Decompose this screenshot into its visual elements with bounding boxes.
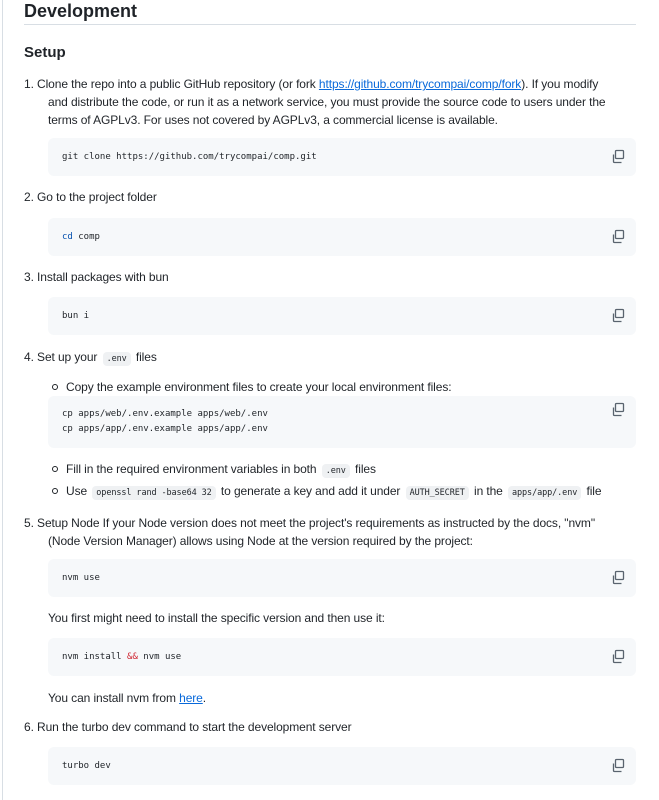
- env-inline-code: .env: [103, 352, 131, 366]
- nvm-use-code-block: [48, 559, 636, 597]
- step-1-text: 1. Clone the repo into a public GitHub repository (or fork https://github.com/trycompai/comp/fork). If you modify: [24, 77, 599, 91]
- env-copy-code-block: [48, 396, 636, 448]
- step-5-note: You first might need to install the specific version and then use it:: [48, 611, 385, 625]
- nvm-install-command: nvm install && nvm use: [62, 652, 182, 662]
- bun-command: bun i: [62, 311, 90, 321]
- step-4-bullet-1: Copy the example environment files to create your local environment files:: [52, 378, 451, 396]
- env-copy-command-1: cp apps/web/.env.example apps/web/.env: [62, 409, 268, 419]
- copy-icon[interactable]: [610, 402, 626, 418]
- clone-code-block: [48, 138, 636, 176]
- clone-command: git clone https://github.com/trycompai/comp.git: [62, 152, 317, 162]
- fork-link[interactable]: https://github.com/trycompai/comp/fork: [318, 77, 522, 91]
- left-border: [2, 0, 3, 800]
- step-1-line-3: terms of AGPLv3. For uses not covered by AGPLv3, a commercial license is available.: [48, 113, 498, 127]
- nvm-use-command: nvm use: [62, 573, 100, 583]
- turbo-code-block: [48, 747, 636, 785]
- env-copy-command-2: cp apps/app/.env.example apps/app/.env: [62, 424, 268, 434]
- copy-icon[interactable]: [610, 758, 626, 774]
- bullet-icon: [52, 466, 58, 472]
- cd-code-block: [48, 218, 636, 256]
- nvm-install-note: You can install nvm from here.: [48, 691, 206, 705]
- step-4-bullet-2: Fill in the required environment variables in both .env files: [52, 460, 376, 480]
- copy-icon[interactable]: [610, 570, 626, 586]
- readme-content: [24, 0, 636, 771]
- cd-command: cd comp: [62, 232, 100, 242]
- step-5-line-2: (Node Version Manager) allows using Node at the version required by the project:: [48, 534, 473, 548]
- bun-code-block: [48, 297, 636, 335]
- nvm-install-code-block: [48, 638, 636, 676]
- copy-icon[interactable]: [610, 149, 626, 165]
- step-6-text: 6. Run the turbo dev command to start the development server: [24, 720, 352, 734]
- bullet-icon: [52, 488, 58, 494]
- step-4-bullet-3: Use openssl rand -base64 32 to generate a key and add it under AUTH_SECRET in the apps/app/.env file: [52, 482, 601, 502]
- turbo-command: turbo dev: [62, 761, 111, 771]
- setup-heading: Setup: [24, 44, 66, 61]
- nvm-here-link[interactable]: here: [179, 691, 203, 705]
- copy-icon[interactable]: [610, 649, 626, 665]
- step-3-text: 3. Install packages with bun: [24, 270, 169, 284]
- step-1-line-2: and distribute the code, or run it as a network service, you must provide the source code to users under the: [48, 95, 606, 109]
- copy-icon[interactable]: [610, 229, 626, 245]
- bullet-icon: [52, 384, 58, 390]
- copy-icon[interactable]: [610, 308, 626, 324]
- development-heading: Development: [24, 0, 636, 25]
- step-2-text: 2. Go to the project folder: [24, 190, 157, 204]
- step-5-line-1: 5. Setup Node If your Node version does not meet the project's requirements as instructed by the docs, "nvm": [24, 516, 595, 530]
- step-4-text: 4. Set up your .env files: [24, 350, 157, 364]
